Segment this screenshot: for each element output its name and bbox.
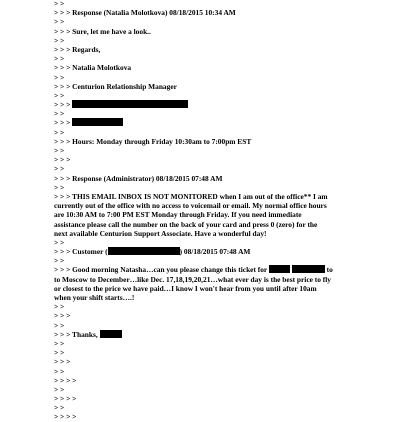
quote-line: > > [54,384,65,394]
quote-prefix: > > > [54,100,71,110]
customer-message: to Moscow to December…like Dec. 17,18,19,20,21…what ever day is the best price to fly [54,274,331,284]
message-text: > > > Thanks, [54,329,98,339]
email-thread [54,0,354,422]
thanks-line [54,330,354,339]
message-text: > > > Regards, [54,44,101,54]
auto-reply-text: are 10:30 AM to 7:00 PM EST Monday through Friday. If you need immediate [54,210,302,220]
quote-line: > > [54,256,65,266]
office-hours: > > > Hours: Monday through Friday 10:30am to 7:00pm EST [54,136,252,146]
quote-line: > > > [54,357,71,367]
customer-message: or closest to the price we have paid…I know I won't hear from you until after 10am [54,283,317,293]
auto-reply-text: > > > THIS EMAIL INBOX IS NOT MONITORED when I am out of the office** I am [54,191,328,201]
quote-line: > > > > [54,375,77,385]
customer-timestamp: ) 08/18/2015 07:48 AM [179,247,251,257]
redaction-block [269,265,290,273]
quote-line: > > [54,146,65,155]
quote-line: > > [54,182,65,192]
customer-message [54,265,354,274]
redaction-block [100,330,122,338]
quote-line: > > [54,90,65,100]
quote-line: > > [54,109,65,119]
message-text: to [326,265,333,275]
message-text: > > > Sure, let me have a look.. [54,26,151,36]
quote-line: > > > > [54,412,77,422]
quote-line: > > [54,72,65,82]
quote-line: > > > [54,155,71,165]
quote-line: > > [54,127,65,137]
quote-line: > > > > [54,394,77,404]
auto-reply-text: currently out of the office with no access to voicemail or email. My normal office hours [54,201,327,211]
quote-line: > > [54,403,65,413]
auto-reply-text: assistance please call the number on the back of your card and press 0 (zero) for the [54,219,318,229]
quote-line: > > [54,302,65,312]
quote-line: > > [54,164,65,174]
redaction-block [292,265,325,273]
quote-line: > > [54,0,65,8]
quote-line: > > [54,17,65,27]
quote-line: > > [54,366,65,376]
quote-prefix: > > > [54,118,71,128]
quote-line: > > [54,320,65,330]
redaction-block [72,118,123,126]
quote-line: > > [54,35,65,45]
redacted-line [54,100,354,109]
quote-line: > > > [54,311,71,321]
response-header-administrator: > > > Response (Administrator) 08/18/2015 07:48 AM [54,173,223,183]
quote-line: > > [54,338,65,348]
quote-line: > > [54,54,65,64]
redaction-block [108,247,180,255]
quote-line: > > [54,237,65,247]
customer-header [54,247,354,256]
customer-message: when your shift starts….! [54,293,135,302]
response-header-natalia: > > > Response (Natalia Molotkova) 08/18/2015 10:34 AM [54,8,236,18]
auto-reply-text: next available Centurion Support Associate. Have a wonderful day! [54,228,267,238]
signature-name: > > > Natalia Molotkova [54,63,132,73]
customer-label: > > > Customer ( [54,247,108,257]
signature-title: > > > Centurion Relationship Manager [54,81,177,91]
redacted-line [54,118,354,127]
message-text: > > > Good morning Natasha…can you please change this ticket for [54,265,268,275]
quote-line: > > [54,348,65,358]
redaction-block [72,100,188,108]
